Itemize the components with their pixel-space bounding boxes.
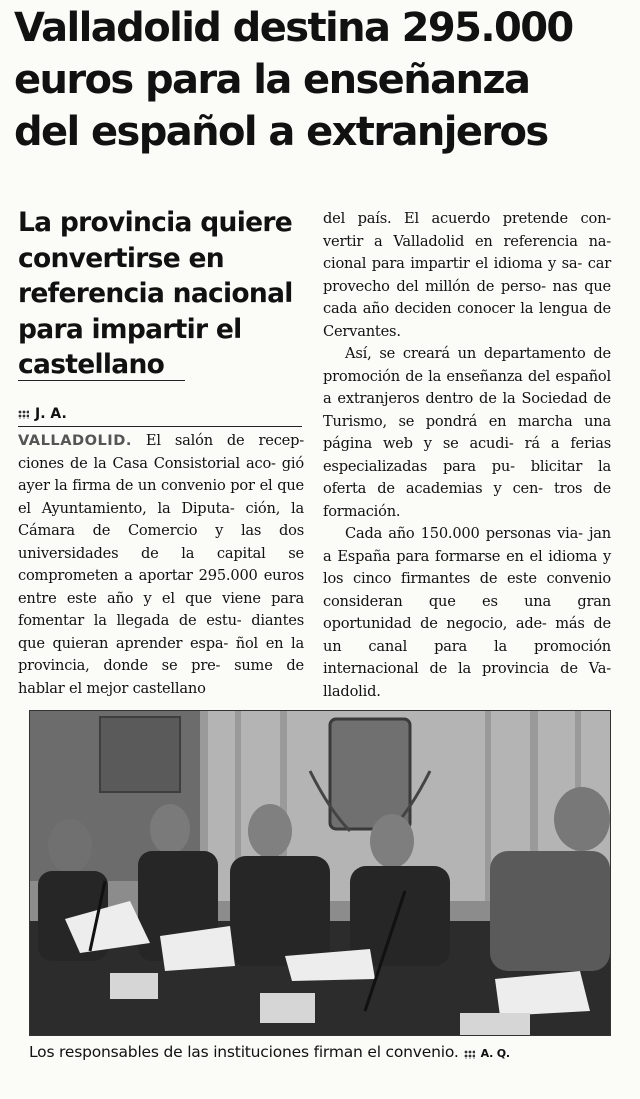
subhead-divider xyxy=(18,380,185,381)
subheadline xyxy=(18,205,308,383)
subhead-line: referencia nacional xyxy=(18,278,293,309)
photo-illustration xyxy=(30,711,610,1035)
headline-line: euros para la enseñanza xyxy=(14,57,530,103)
byline-divider xyxy=(18,426,302,427)
byline-dots-icon xyxy=(18,410,29,419)
signing-ceremony-photo xyxy=(29,710,611,1036)
body-paragraph: Cada año 150.000 personas via- jan a España para formarse en el idioma y los cinco firmantes de este convenio consideran que es una gran oportunidad de negocio, ade- más de un canal para la promoción internacional de la provincia de Va- lladolid. xyxy=(323,525,611,700)
body-paragraph: Así, se creará un departamento de promoción de la enseñanza del español a extranjeros dentro de la Sociedad de Turismo, se pondrá en marcha una página web y se acudi- rá a ferias especializadas para pu- blicitar la oferta de academias y cen- tros de formación. xyxy=(323,345,611,520)
caption-text: Los responsables de las instituciones firman el convenio. xyxy=(29,1043,459,1061)
byline xyxy=(18,406,67,422)
subhead-line: castellano xyxy=(18,349,165,380)
credit-dots-icon xyxy=(464,1050,475,1059)
headline-line: del español a extranjeros xyxy=(14,109,548,155)
body-paragraph: del país. El acuerdo pretende con- vertir a Valladolid en referencia na- cional para impartir el idioma y sa- car provecho del millón de perso- nas que cada año deciden conocer la lengua de Cervantes. xyxy=(323,210,611,340)
headline-line: Valladolid destina 295.000 xyxy=(14,5,573,51)
body-paragraph: VALLADOLID. El salón de recep- ciones de la Casa Consistorial aco- gió ayer la firma de un convenio por el que el Ayuntamiento, la Diputa- ción, la Cámara de Comercio y las dos universidades de la capital se comprometen a aportar 295.000 euros entre este año y el que viene para fomentar la llegada de estu- diantes que quieran aprender espa- ñol en la provincia, donde se pre- sume de hablar el mejor castellano xyxy=(18,432,304,697)
dateline-city: VALLADOLID. xyxy=(18,432,132,449)
photo-credit: A. Q. xyxy=(480,1047,510,1060)
subhead-line: convertirse en xyxy=(18,242,224,274)
article-column-2 xyxy=(323,208,611,703)
article-column-1 xyxy=(18,430,304,700)
byline-author: J. A. xyxy=(35,406,67,422)
subhead-line: La provincia quiere xyxy=(18,207,292,238)
photo-caption xyxy=(29,1043,629,1061)
headline xyxy=(14,2,626,158)
subhead-line: para impartir el xyxy=(18,313,242,345)
